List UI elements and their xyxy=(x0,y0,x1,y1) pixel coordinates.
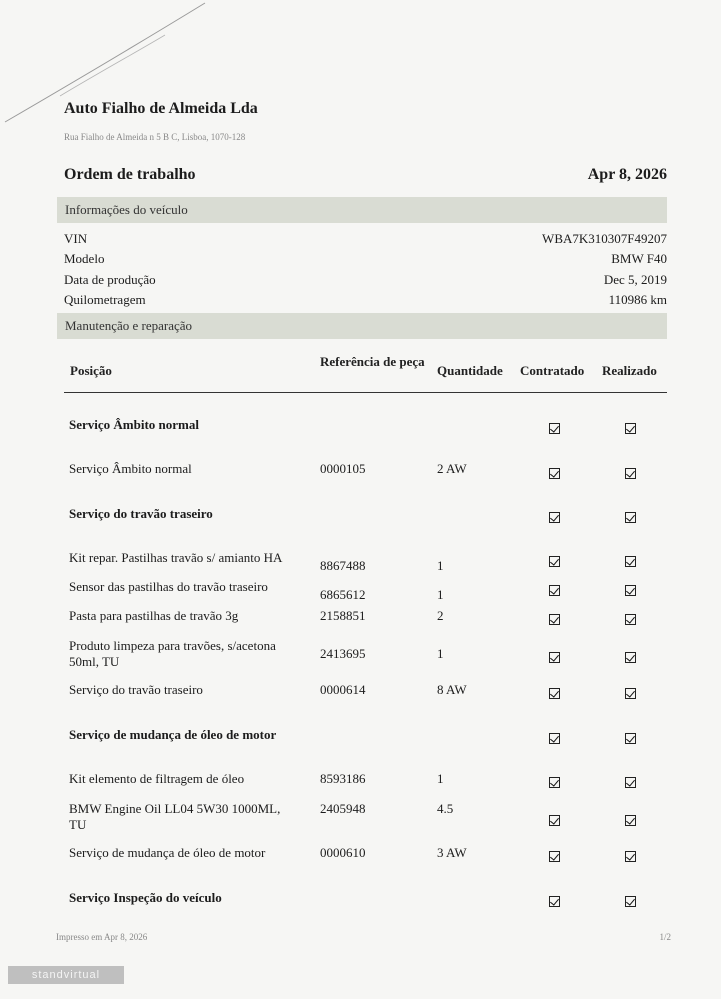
model-value: BMW F40 xyxy=(611,251,667,266)
row-reference: 0000614 xyxy=(320,682,366,697)
row-position: Serviço Inspeção do veículo xyxy=(69,890,222,905)
row-reference: 6865612 xyxy=(320,587,366,602)
table-header-divider xyxy=(64,392,667,393)
row-quantity: 2 AW xyxy=(437,461,467,476)
row-reference: 8867488 xyxy=(320,558,366,573)
row-reference: 2405948 xyxy=(320,801,366,816)
mileage-value: 110986 km xyxy=(608,292,667,307)
done-checkbox xyxy=(625,896,636,907)
contracted-checkbox xyxy=(549,652,560,663)
row-quantity: 1 xyxy=(437,771,444,786)
column-header-position: Posição xyxy=(70,363,112,378)
row-position: Produto limpeza para travões, s/acetona 50ml, TU xyxy=(69,638,276,669)
vin-label: VIN xyxy=(64,231,88,246)
column-header-done: Realizado xyxy=(602,363,657,378)
contracted-checkbox xyxy=(549,468,560,479)
done-checkbox xyxy=(625,777,636,788)
row-position: Serviço do travão traseiro xyxy=(69,682,203,697)
row-position: Serviço do travão traseiro xyxy=(69,506,213,521)
done-checkbox xyxy=(625,423,636,434)
contracted-checkbox xyxy=(549,512,560,523)
done-checkbox xyxy=(625,652,636,663)
done-checkbox xyxy=(625,585,636,596)
contracted-checkbox xyxy=(549,733,560,744)
contracted-checkbox xyxy=(549,815,560,826)
row-position: Serviço Âmbito normal xyxy=(69,461,192,476)
row-quantity: 4.5 xyxy=(437,801,454,816)
vin-value: WBA7K310307F49207 xyxy=(542,231,667,246)
page-number: 1/2 xyxy=(659,932,671,942)
company-address: Rua Fialho de Almeida n 5 B C, Lisboa, 1070-128 xyxy=(64,132,246,142)
row-quantity: 1 xyxy=(437,558,444,573)
row-position: Kit elemento de filtragem de óleo xyxy=(69,771,245,786)
done-checkbox xyxy=(625,851,636,862)
row-position: Pasta para pastilhas de travão 3g xyxy=(69,608,239,623)
contracted-checkbox xyxy=(549,614,560,625)
done-checkbox xyxy=(625,733,636,744)
row-reference: 2413695 xyxy=(320,646,366,661)
contracted-checkbox xyxy=(549,851,560,862)
row-position: Sensor das pastilhas do travão traseiro xyxy=(69,579,268,594)
contracted-checkbox xyxy=(549,688,560,699)
row-position: Serviço Âmbito normal xyxy=(69,417,199,432)
contracted-checkbox xyxy=(549,585,560,596)
row-quantity: 8 AW xyxy=(437,682,467,697)
column-header-contracted: Contratado xyxy=(520,363,585,378)
row-quantity: 1 xyxy=(437,587,444,602)
row-quantity: 2 xyxy=(437,608,444,623)
contracted-checkbox xyxy=(549,777,560,788)
row-position: BMW Engine Oil LL04 5W30 1000ML, TU xyxy=(69,801,281,832)
column-header-reference: Referência de peça xyxy=(320,354,425,369)
done-checkbox xyxy=(625,688,636,699)
scan-artifact-line xyxy=(0,0,721,140)
row-position: Serviço de mudança de óleo de motor xyxy=(69,727,277,742)
row-quantity: 1 xyxy=(437,646,444,661)
model-label: Modelo xyxy=(64,251,105,266)
row-quantity: 3 AW xyxy=(437,845,467,860)
contracted-checkbox xyxy=(549,556,560,567)
row-position: Kit repar. Pastilhas travão s/ amianto HA xyxy=(69,550,283,565)
done-checkbox xyxy=(625,614,636,625)
done-checkbox xyxy=(625,815,636,826)
row-reference: 0000105 xyxy=(320,461,366,476)
production-date-label: Data de produção xyxy=(64,272,156,287)
document-title: Ordem de trabalho xyxy=(64,166,196,183)
company-name: Auto Fialho de Almeida Lda xyxy=(64,100,258,117)
row-reference: 0000610 xyxy=(320,845,366,860)
contracted-checkbox xyxy=(549,896,560,907)
watermark-logo: standvirtual xyxy=(8,966,124,984)
done-checkbox xyxy=(625,468,636,479)
row-position: Serviço de mudança de óleo de motor xyxy=(69,845,266,860)
contracted-checkbox xyxy=(549,423,560,434)
row-reference: 2158851 xyxy=(320,608,366,623)
column-header-quantity: Quantidade xyxy=(437,363,503,378)
mileage-label: Quilometragem xyxy=(64,292,146,307)
maintenance-section-header: Manutenção e reparação xyxy=(57,313,667,339)
row-reference: 8593186 xyxy=(320,771,366,786)
print-date: Impresso em Apr 8, 2026 xyxy=(56,932,148,942)
production-date-value: Dec 5, 2019 xyxy=(603,272,667,287)
vehicle-info-section-header: Informações do veículo xyxy=(57,197,667,223)
done-checkbox xyxy=(625,512,636,523)
document-date: Apr 8, 2026 xyxy=(587,166,667,183)
done-checkbox xyxy=(625,556,636,567)
